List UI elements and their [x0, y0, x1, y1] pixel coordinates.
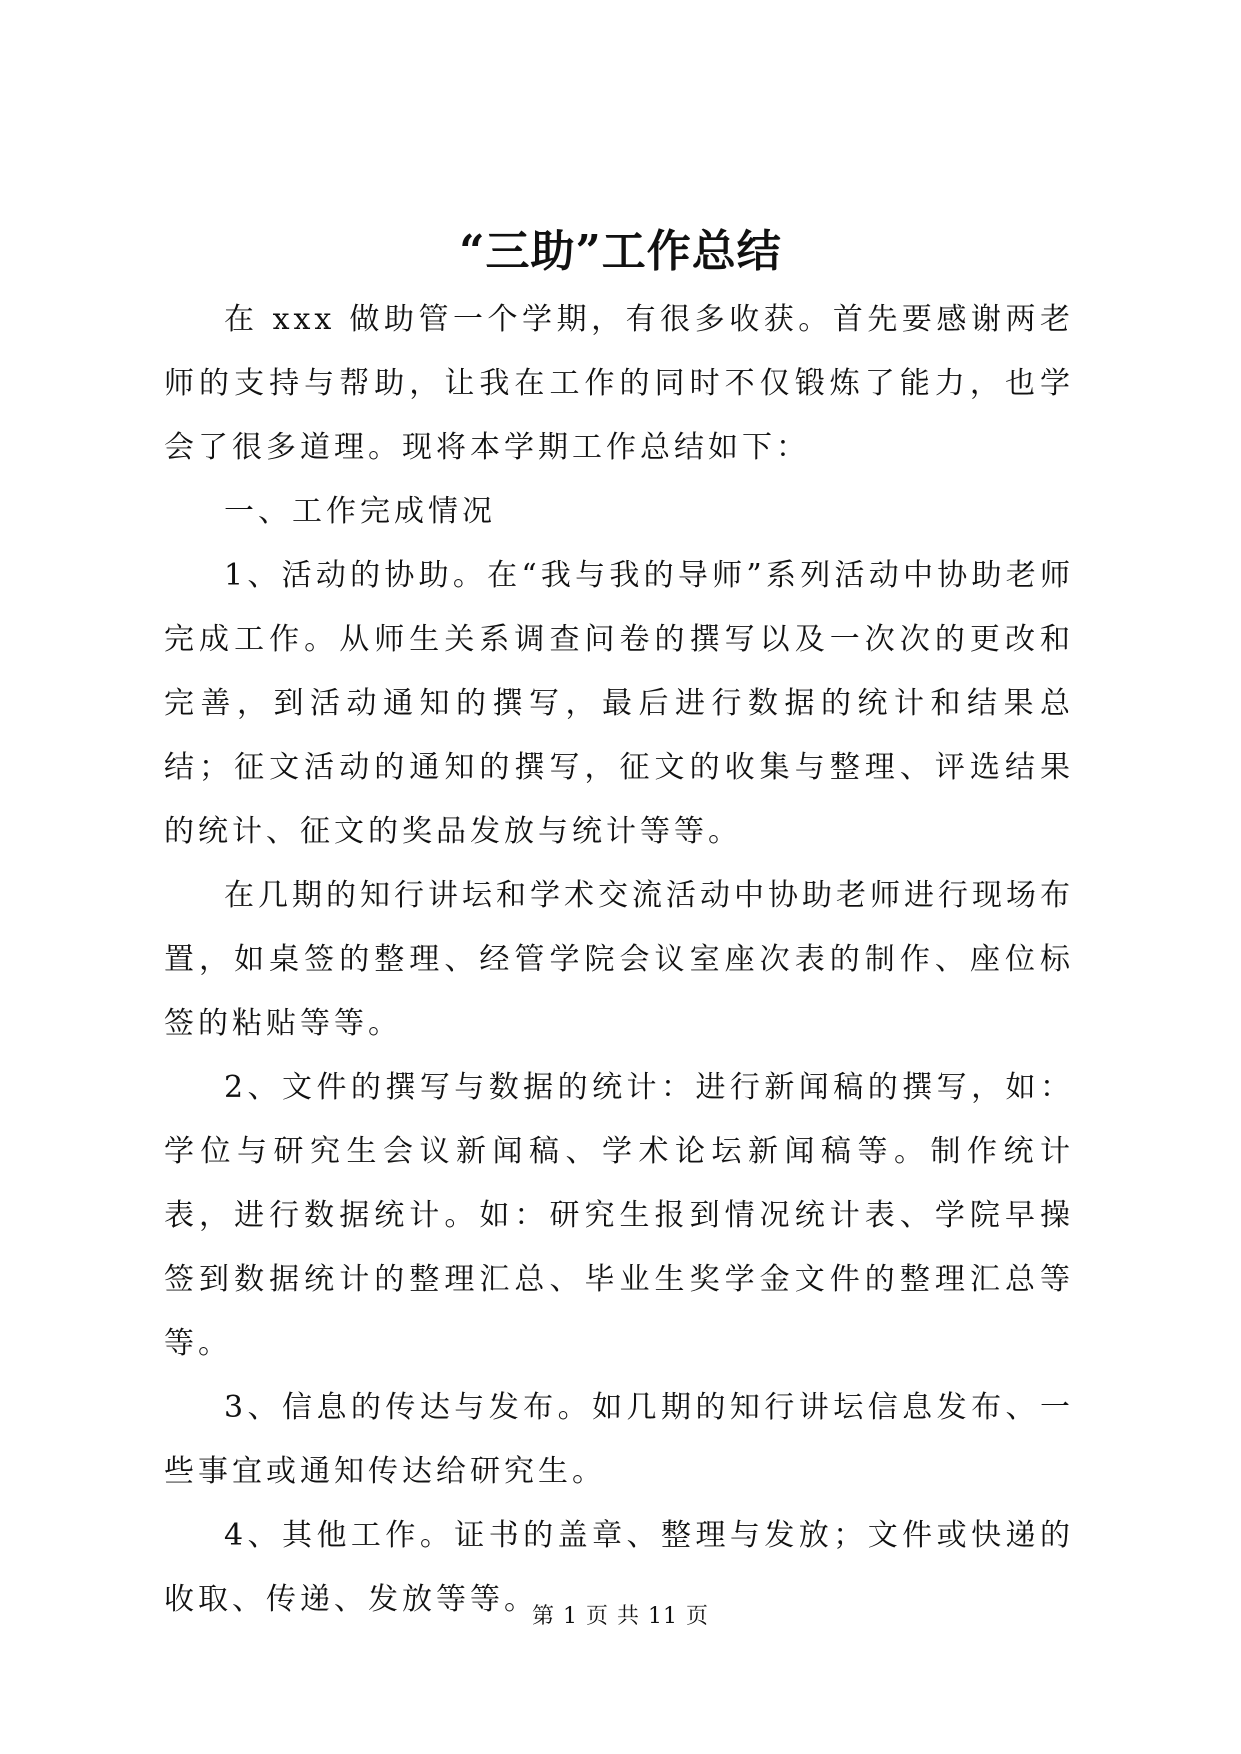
document-body	[164, 288, 1074, 1632]
paragraph-intro: 在 xxx 做助管一个学期，有很多收获。首先要感谢两老师的支持与帮助，让我在工作的同时不仅锻炼了能力，也学会了很多道理。现将本学期工作总结如下：	[164, 302, 1074, 465]
paragraph-item-2-documents-statistics: 2、文件的撰写与数据的统计：进行新闻稿的撰写，如：学位与研究生会议新闻稿、学术论坛新闻稿等。制作统计表，进行数据统计。如：研究生报到情况统计表、学院早操签到数据统计的整理汇总、毕业生奖学金文件的整理汇总等等。	[164, 1070, 1074, 1361]
paragraph-item-3-information-release: 3、信息的传达与发布。如几期的知行讲坛信息发布、一些事宜或通知传达给研究生。	[164, 1390, 1074, 1489]
paragraph-item-4-other-work: 4、其他工作。证书的盖章、整理与发放；文件或快递的收取、传递、发放等等。	[164, 1518, 1074, 1617]
section-heading-work-completion: 一、工作完成情况	[224, 494, 496, 529]
page-footer: 第 1 页 共 11 页	[532, 1604, 709, 1629]
paragraph-forum-setup: 在几期的知行讲坛和学术交流活动中协助老师进行现场布置，如桌签的整理、经管学院会议室座次表的制作、座位标签的粘贴等等。	[164, 878, 1074, 1041]
document-title: “三助”工作总结	[459, 226, 782, 277]
paragraph-item-1-activity-assistance: 1、活动的协助。在“我与我的导师”系列活动中协助老师完成工作。从师生关系调查问卷的撰写以及一次次的更改和完善，到活动通知的撰写，最后进行数据的统计和结果总结；征文活动的通知的撰写，征文的收集与整理、评选结果的统计、征文的奖品发放与统计等等。	[164, 558, 1074, 849]
